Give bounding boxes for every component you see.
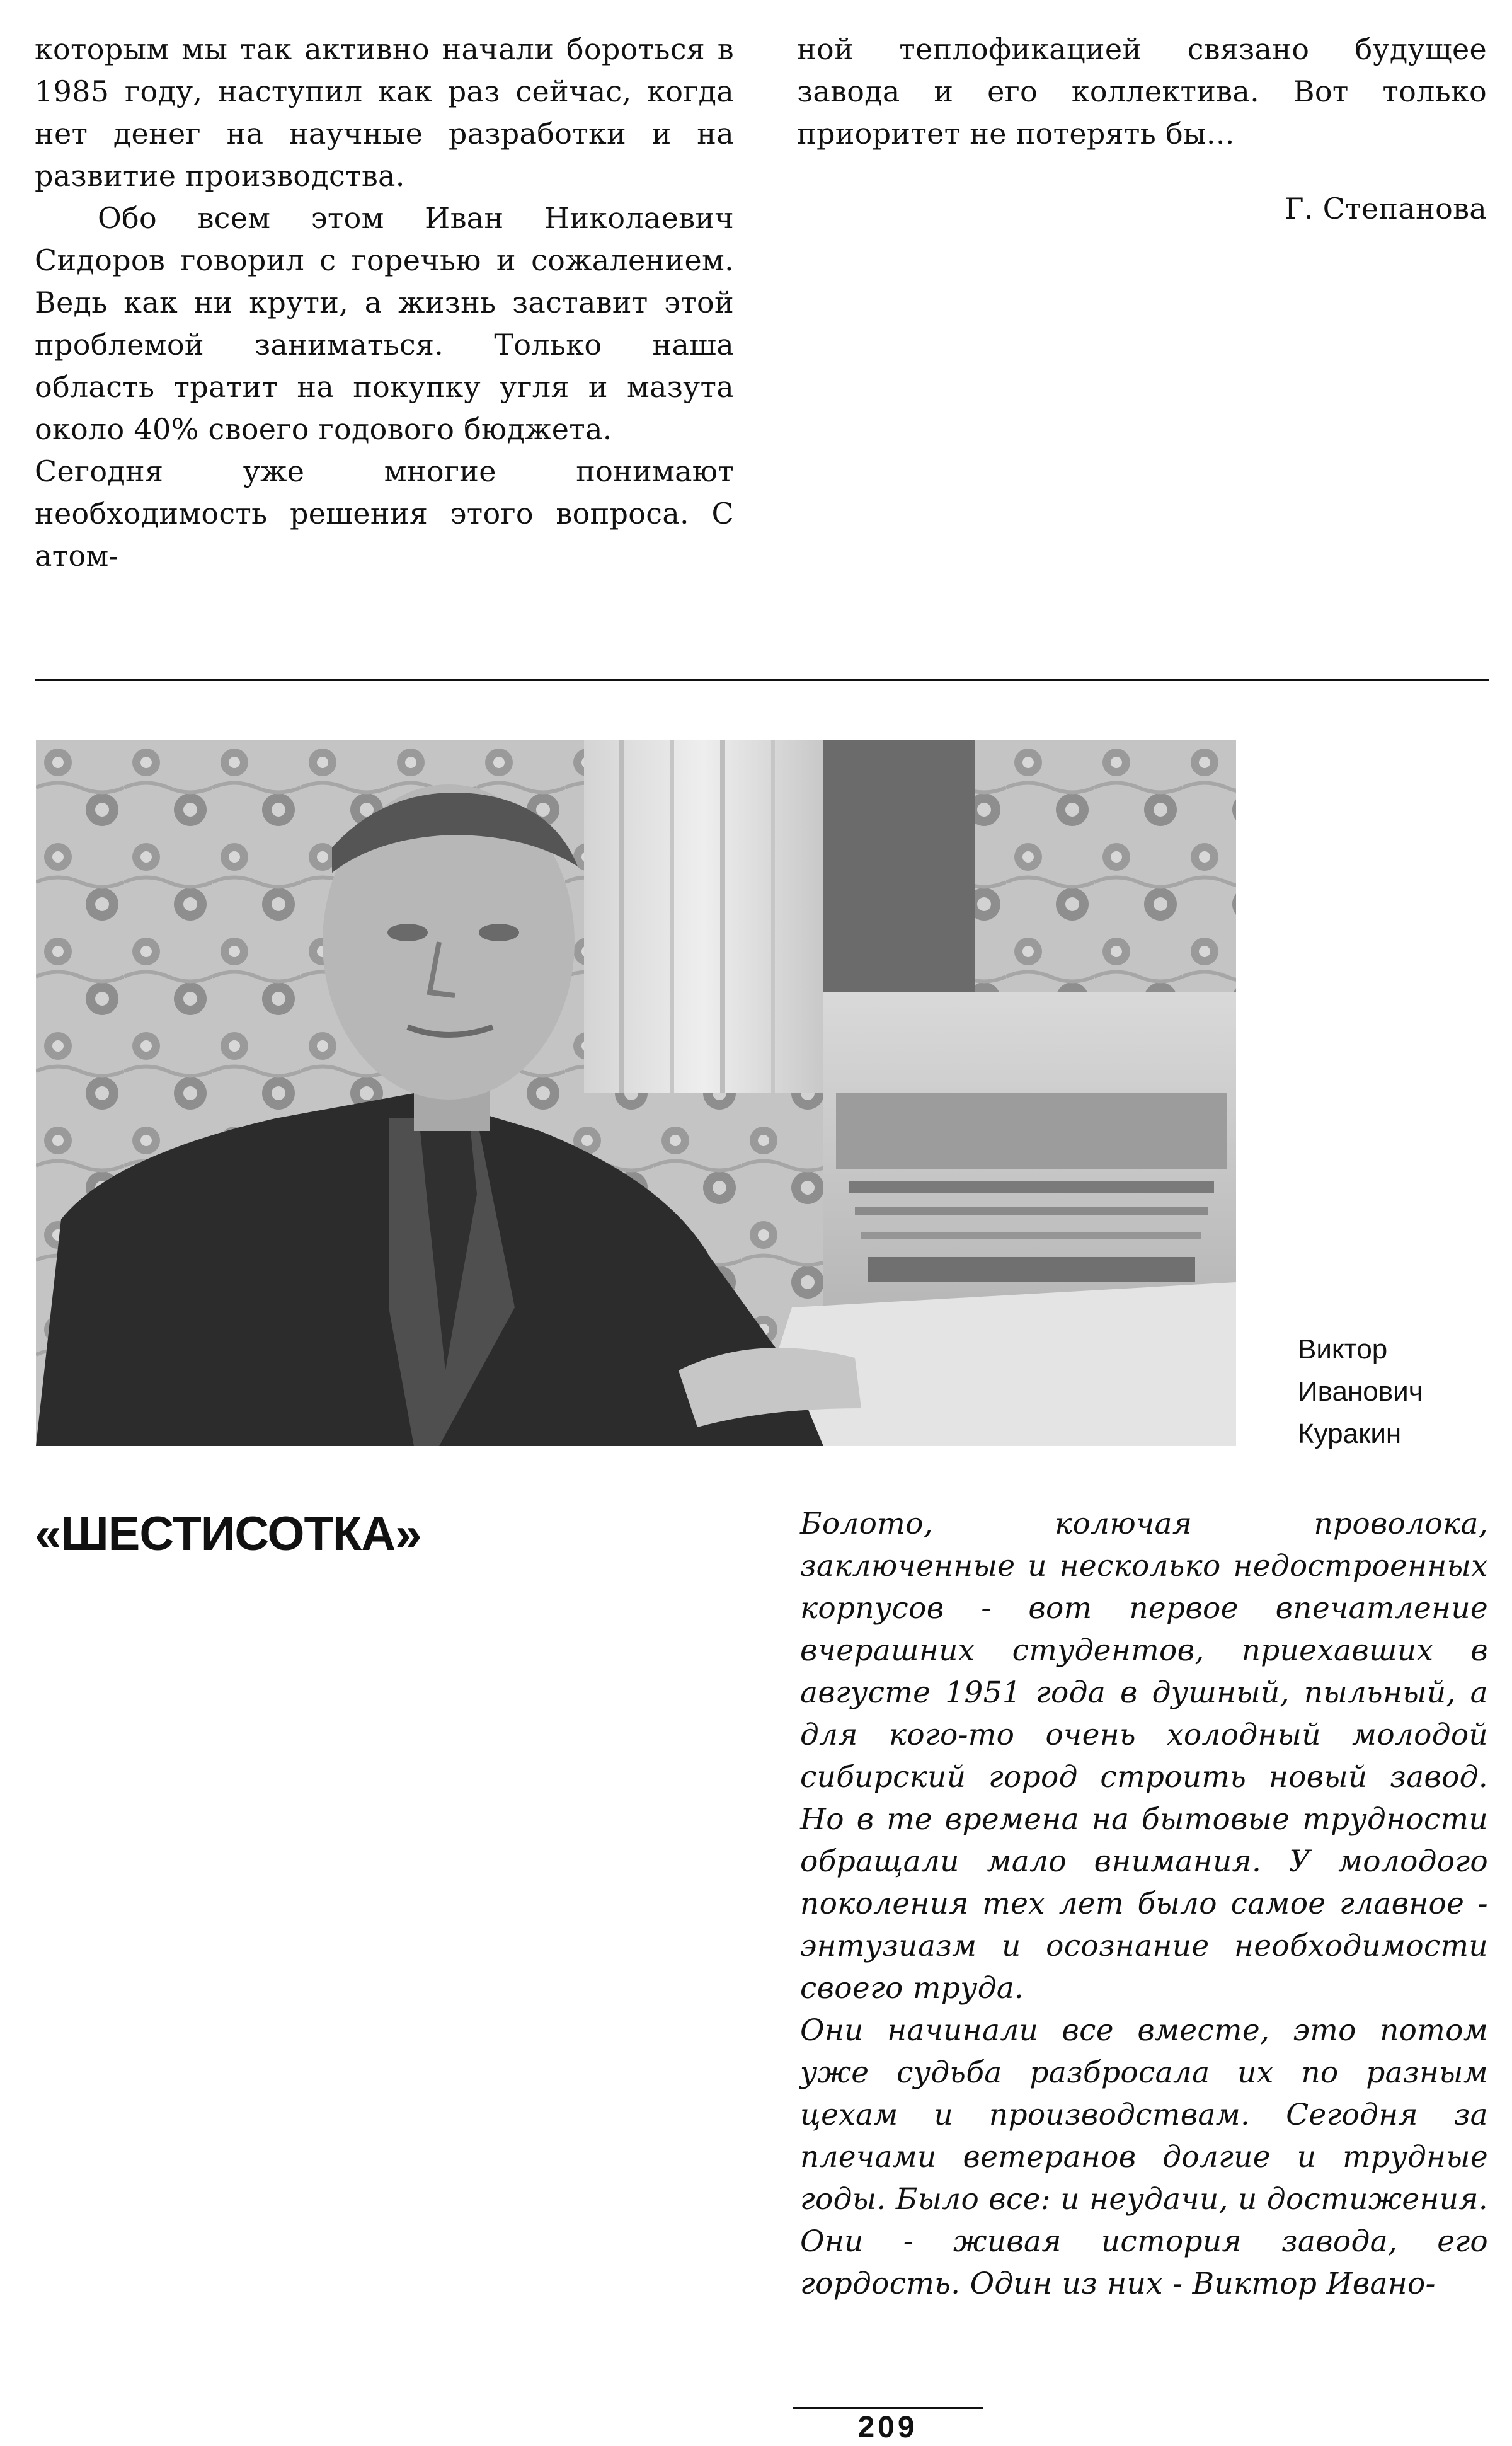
- article-lead-column: [800, 1503, 1488, 2305]
- paragraph: Сегодня уже многие понимают необходимость решения этого вопроса. С атом-: [35, 454, 734, 573]
- page-number-rule: [793, 2407, 983, 2409]
- portrait-photo: [36, 740, 1236, 1446]
- paragraph: Обо всем этом Иван Николаевич Сидоров говорил с горечью и сожалением. Ведь как ни крути, а жизнь заставит этой проблемой заниматься. Только наша область тратит на покупку угля и мазута около 40% своего годового бюджета.: [35, 201, 734, 446]
- section-divider: [35, 679, 1489, 681]
- photo-caption: [1298, 1328, 1487, 1455]
- caption-line: Виктор: [1298, 1334, 1388, 1365]
- continuation-right-column: [797, 28, 1487, 230]
- caption-line: Иванович: [1298, 1376, 1423, 1407]
- page-number: 209: [857, 2411, 918, 2444]
- paragraph: Болото, колючая проволока, заключенные и несколько недостроенных корпусов - вот первое впечатление вчерашних студентов, приехавших в августе 1951 года в душный, пыльный, а для кого-то очень холодный молодой сибирский город строить новый завод. Но в те времена на бытовые трудности обращали мало внимания. У молодого поколения тех лет было самое главное - энтузиазм и осознание необходимости своего труда.: [800, 1507, 1488, 2006]
- caption-line: Куракин: [1298, 1418, 1402, 1449]
- author-signature: Г. Степанова: [1285, 192, 1487, 226]
- article-title: «ШЕСТИСОТКА»: [35, 1507, 421, 1561]
- paragraph: которым мы так активно начали бороться в 1985 году, наступил как раз сейчас, когда нет денег на научные разработки и на развитие производства.: [35, 32, 734, 193]
- paragraph: Они начинали все вместе, это потом уже судьба разбросала их по разным цехам и производствам. Сегодня за плечами ветеранов долгие и трудные годы. Было все: и неудачи, и достижения. Они - живая история завода, его гордость. Один из них - Виктор Ивано-: [800, 2013, 1488, 2301]
- continuation-left-column: [35, 28, 734, 577]
- paragraph: ной теплофикацией связано будущее завода и его коллектива. Вот только приоритет не потерять бы...: [797, 32, 1487, 151]
